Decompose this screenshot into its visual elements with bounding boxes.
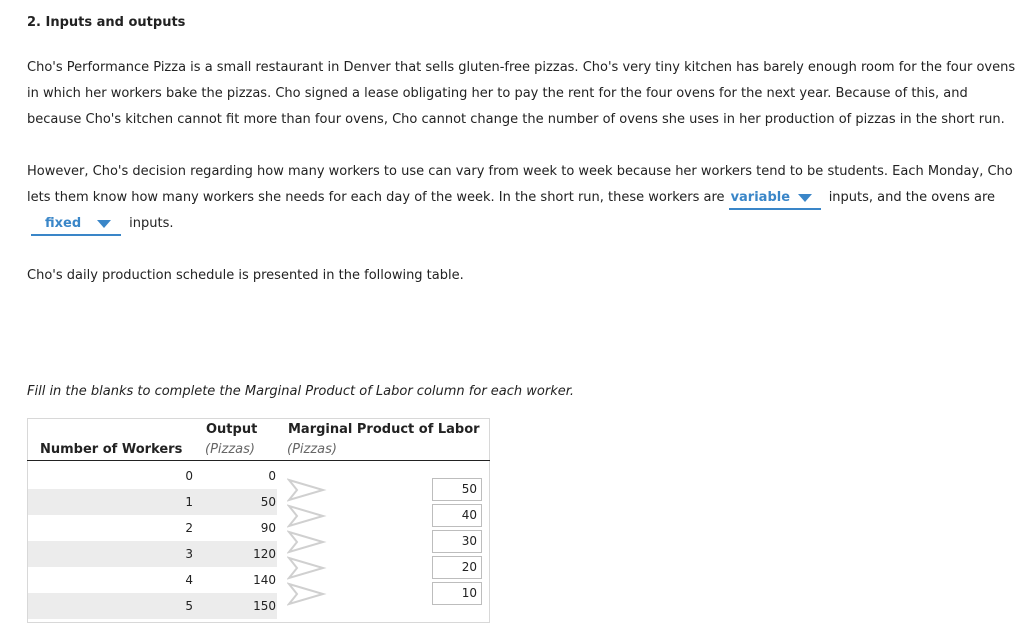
chevron-down-icon bbox=[97, 220, 111, 228]
chevron-down-icon bbox=[798, 194, 812, 202]
workers-text: However, Cho's decision regarding how many workers to use can vary from week to week because her workers tend to be students. Each Monday, Cho lets them know how many workers she needs for each day of the week. In the short run, these workers are bbox=[27, 164, 1013, 205]
output-cell: 140 bbox=[253, 573, 276, 587]
header-output-unit: (Pizzas) bbox=[205, 442, 255, 457]
schedule-paragraph: Cho's daily production schedule is presented in the following table. bbox=[27, 268, 464, 283]
dropdown-value: fixed bbox=[45, 216, 82, 231]
workers-cell: 4 bbox=[185, 573, 193, 587]
dropdown-value: variable bbox=[730, 190, 791, 205]
header-mp-unit: (Pizzas) bbox=[287, 442, 337, 457]
output-cell: 0 bbox=[268, 469, 276, 483]
marginal-product-input[interactable]: 50 bbox=[432, 478, 482, 501]
workers-paragraph bbox=[27, 159, 1022, 237]
table-row bbox=[28, 463, 277, 489]
header-output: Output bbox=[206, 422, 258, 437]
arrow-icon bbox=[287, 530, 327, 554]
table-row bbox=[28, 593, 277, 619]
arrow-icon bbox=[287, 504, 327, 528]
output-cell: 150 bbox=[253, 599, 276, 613]
header-workers: Number of Workers bbox=[40, 442, 183, 457]
arrow-icon bbox=[287, 478, 327, 502]
input-type-dropdown-ovens[interactable] bbox=[31, 214, 121, 236]
workers-cell: 3 bbox=[185, 547, 193, 561]
table-row bbox=[28, 567, 277, 593]
input-type-dropdown-workers[interactable] bbox=[729, 188, 821, 210]
table-row bbox=[28, 489, 277, 515]
intro-paragraph: Cho's Performance Pizza is a small restaurant in Denver that sells gluten-free pizzas. Cho's very tiny kitchen has barely enough room for the four ovens in which her workers bake the pizzas. Cho signed a lease obligating her to pay the rent for the four ovens for the next year. Because of this, and because Cho's kitchen cannot fit more than four ovens, Cho cannot change the number of ovens she uses in her production of pizzas in the short run. bbox=[27, 60, 1016, 127]
workers-text-after: inputs. bbox=[125, 216, 174, 231]
output-cell: 120 bbox=[253, 547, 276, 561]
workers-cell: 0 bbox=[185, 469, 193, 483]
section-heading: 2. Inputs and outputs bbox=[27, 15, 186, 30]
marginal-product-input[interactable]: 20 bbox=[432, 556, 482, 579]
output-cell: 50 bbox=[260, 495, 276, 509]
header-marginal-product: Marginal Product of Labor bbox=[288, 422, 480, 437]
arrow-icon bbox=[287, 582, 327, 606]
table-row bbox=[28, 541, 277, 567]
workers-cell: 2 bbox=[185, 521, 193, 535]
table-row bbox=[28, 515, 277, 541]
header-divider bbox=[27, 460, 490, 461]
marginal-product-input[interactable]: 10 bbox=[432, 582, 482, 605]
arrow-icon bbox=[287, 556, 327, 580]
workers-cell: 1 bbox=[185, 495, 193, 509]
output-cell: 90 bbox=[260, 521, 276, 535]
instruction-text: Fill in the blanks to complete the Marginal Product of Labor column for each worker. bbox=[27, 384, 575, 399]
marginal-product-input[interactable]: 30 bbox=[432, 530, 482, 553]
workers-text-middle: inputs, and the ovens are bbox=[824, 190, 996, 205]
workers-cell: 5 bbox=[185, 599, 193, 613]
marginal-product-input[interactable]: 40 bbox=[432, 504, 482, 527]
